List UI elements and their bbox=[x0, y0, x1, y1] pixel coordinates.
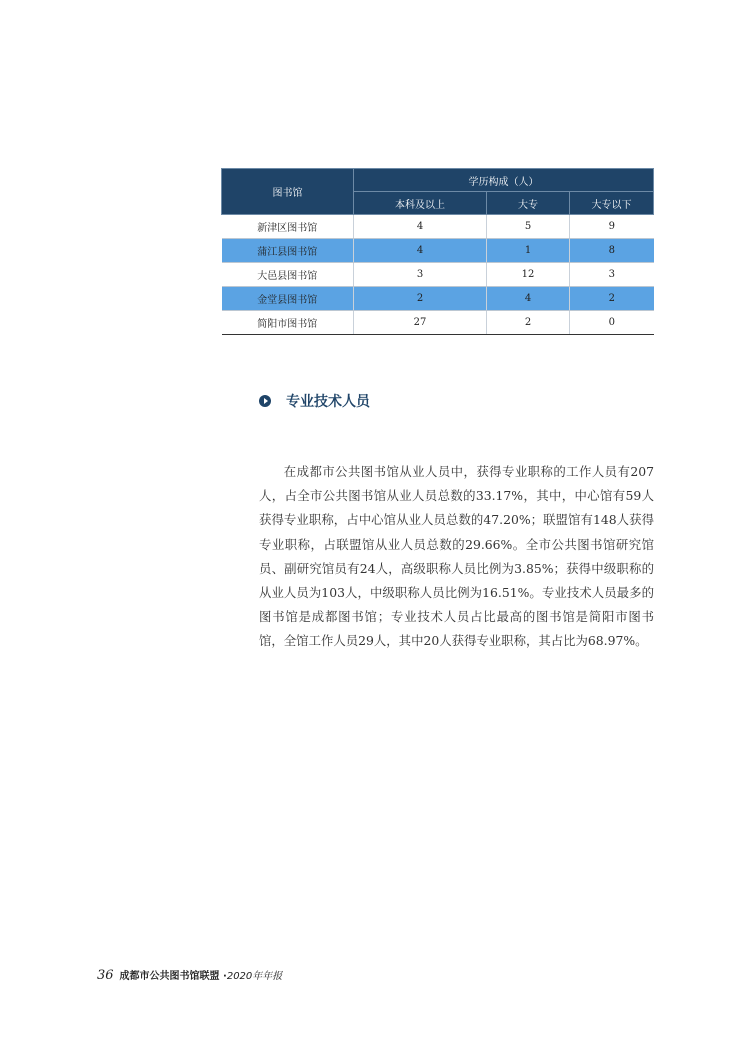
table-row bbox=[222, 287, 654, 311]
page-number: 36 bbox=[97, 968, 114, 983]
bachelor-count: 2 bbox=[354, 287, 487, 311]
header-below-college: 大专以下 bbox=[570, 192, 654, 215]
below-college-count: 2 bbox=[570, 287, 654, 311]
bachelor-count: 3 bbox=[354, 263, 487, 287]
library-name: 简阳市图书馆 bbox=[222, 311, 354, 335]
header-bachelor: 本科及以上 bbox=[354, 192, 487, 215]
college-count: 12 bbox=[487, 263, 570, 287]
college-count: 2 bbox=[487, 311, 570, 335]
bachelor-count: 27 bbox=[354, 311, 487, 335]
footer-year: 2020年年报 bbox=[226, 971, 283, 982]
education-table bbox=[221, 168, 654, 335]
header-education-group: 学历构成（人） bbox=[354, 169, 654, 192]
college-count: 4 bbox=[487, 287, 570, 311]
below-college-count: 0 bbox=[570, 311, 654, 335]
table-row bbox=[222, 239, 654, 263]
section-heading bbox=[259, 392, 370, 410]
page-footer bbox=[97, 967, 282, 983]
library-name: 蒲江县图书馆 bbox=[222, 239, 354, 263]
library-name: 新津区图书馆 bbox=[222, 215, 354, 239]
circle-play-icon bbox=[259, 395, 271, 407]
section-title: 专业技术人员 bbox=[286, 394, 370, 410]
header-college: 大专 bbox=[487, 192, 570, 215]
below-college-count: 9 bbox=[570, 215, 654, 239]
bachelor-count: 4 bbox=[354, 239, 487, 263]
library-name: 金堂县图书馆 bbox=[222, 287, 354, 311]
college-count: 1 bbox=[487, 239, 570, 263]
table-row bbox=[222, 263, 654, 287]
college-count: 5 bbox=[487, 215, 570, 239]
bachelor-count: 4 bbox=[354, 215, 487, 239]
library-name: 大邑县图书馆 bbox=[222, 263, 354, 287]
below-college-count: 3 bbox=[570, 263, 654, 287]
table-row bbox=[222, 311, 654, 335]
footer-title: 成都市公共图书馆联盟 · bbox=[119, 971, 227, 982]
header-library: 图书馆 bbox=[222, 169, 354, 215]
body-paragraph: 在成都市公共图书馆从业人员中，获得专业职称的工作人员有207人，占全市公共图书馆从业人员总数的33.17%，其中，中心馆有59人获得专业职称，占中心馆从业人员总数的47.20%；联盟馆有148人获得专业职称，占联盟馆从业人员总数的29.66%。全市公共图书馆研究馆员、副研究馆员有24人，高级职称人员比例为3.85%；获得中级职称的从业人员为103人，中级职称人员比例为16.51%。专业技术人员最多的图书馆是成都图书馆；专业技术人员占比最高的图书馆是简阳市图书馆，全馆工作人员29人，其中20人获得专业职称，其占比为68.97%。 bbox=[259, 464, 654, 649]
below-college-count: 8 bbox=[570, 239, 654, 263]
table-row bbox=[222, 215, 654, 239]
